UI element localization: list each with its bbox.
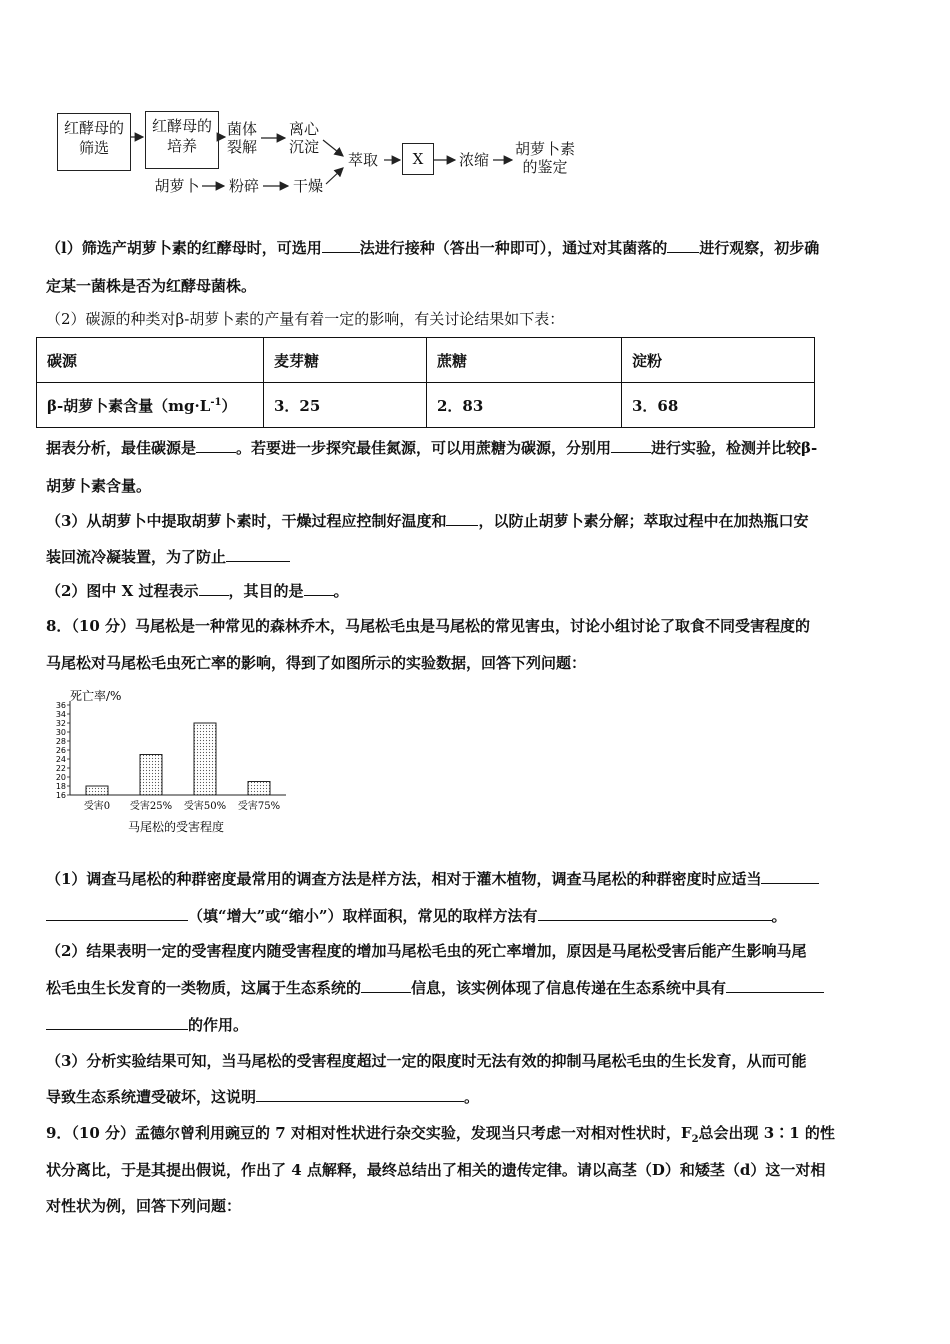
text: 总会出现 3∶1 的性: [698, 1124, 835, 1142]
text: （3）从胡萝卜中提取胡萝卜素时，干燥过程应控制好温度和: [46, 512, 447, 530]
text: 进行实验，检测并比较β-: [651, 439, 818, 457]
q8-s1-line1: [46, 868, 819, 889]
text: 。: [464, 1088, 480, 1106]
row-label-sup: -1: [210, 396, 222, 408]
x-tick-label: 受害50%: [183, 801, 227, 812]
text: 。: [333, 582, 349, 600]
text: （填“增大”或“缩小”）取样面积，常见的取样方法有: [188, 907, 538, 925]
q7-part4-line: [46, 580, 349, 601]
blank[interactable]: [226, 547, 290, 562]
x-tick-label: 受害75%: [237, 801, 281, 812]
y-tick-label: 28: [55, 737, 66, 746]
table-cell: 蔗糖: [427, 338, 622, 383]
q7-p1-text-a: （l）筛选产胡萝卜素的红酵母时，可选用: [46, 239, 322, 257]
text: （2）图中 X 过程表示: [46, 582, 199, 600]
table-cell: 2．83: [427, 383, 622, 428]
table-header-row: [37, 338, 815, 383]
x-axis-label: 马尾松的受害程度: [128, 820, 225, 834]
flow-extract: 萃取: [347, 151, 378, 169]
x-tick-label: 受害25%: [129, 801, 173, 812]
text: 9．（10 分）孟德尔曾利用豌豆的 7 对相对性状进行杂交实验，发现当只考虑一对相对性状时，F: [46, 1124, 692, 1142]
table-cell: 碳源: [37, 338, 264, 383]
flow-lyse: 菌体裂解: [226, 120, 257, 156]
y-tick-label: 30: [55, 728, 66, 737]
blank[interactable]: [196, 438, 236, 453]
table-cell: 麦芽糖: [264, 338, 427, 383]
q7-p1-text-b: 法进行接种（答出一种即可），通过对其菌落的: [359, 239, 668, 257]
text: 据表分析，最佳碳源是: [46, 439, 197, 457]
bar: [248, 782, 270, 796]
flow-box-culture: 红酵母的培养: [145, 111, 219, 169]
flow-identify: 胡萝卜素的鉴定: [514, 140, 575, 176]
q8-s2-line2: [46, 977, 824, 998]
flow-box-x: X: [402, 143, 434, 175]
q7-part3-line2: [46, 546, 290, 567]
blank[interactable]: [361, 978, 411, 993]
table-cell: 淀粉: [622, 338, 815, 383]
text: （1）调查马尾松的种群密度最常用的调查方法是样方法，相对于灌木植物，调查马尾松的种群密度时应适当: [46, 870, 762, 888]
flow-crush: 粉碎: [228, 177, 259, 195]
flow-arrows: [0, 0, 950, 210]
row-label-end: ）: [221, 396, 237, 415]
y-tick-label: 36: [55, 701, 66, 710]
subscript: 2: [691, 1134, 699, 1145]
blank[interactable]: [46, 906, 188, 921]
carbon-source-table: [36, 337, 815, 428]
q9-line3: 对性状为例，回答下列问题：: [46, 1197, 242, 1215]
q8-intro-line1: 8．（10 分）马尾松是一种常见的森林乔木，马尾松毛虫是马尾松的常见害虫，讨论小组讨论了取食不同受害程度的: [46, 617, 811, 635]
flow-box-screening: 红酵母的筛选: [57, 113, 131, 171]
y-tick-label: 26: [55, 746, 66, 755]
y-tick-label: 18: [55, 782, 66, 791]
text: 导致生态系统遭受破坏，这说明: [46, 1088, 257, 1106]
y-tick-label: 24: [55, 755, 66, 764]
q7-part1-line1: [46, 237, 819, 258]
bar: [86, 786, 108, 795]
blank[interactable]: [256, 1087, 464, 1102]
q7-part3-line1: [46, 510, 808, 531]
blank[interactable]: [667, 238, 699, 253]
blank[interactable]: [726, 978, 824, 993]
blank[interactable]: [46, 1015, 188, 1030]
text: ，以防止胡萝卜素分解；萃取过程中在加热瓶口安: [478, 512, 809, 530]
bar: [140, 755, 162, 796]
y-axis-label: 死亡率/%: [70, 689, 122, 703]
bar: [194, 723, 216, 795]
text: 。: [771, 907, 787, 925]
y-tick-label: 22: [55, 764, 66, 773]
q8-s3-line2: [46, 1086, 479, 1107]
y-tick-label: 16: [55, 791, 66, 800]
table-cell: 3．68: [622, 383, 815, 428]
text: ，其目的是: [228, 582, 304, 600]
blank[interactable]: [446, 511, 478, 526]
q8-s2-line1: （2）结果表明一定的受害程度内随受害程度的增加马尾松毛虫的死亡率增加，原因是马尾松受害后能产生影响马尾: [46, 942, 807, 960]
q7-part1-line2: 定某一菌株是否为红酵母菌株。: [46, 277, 257, 295]
q8-s2-line3: [46, 1014, 248, 1035]
flow-carrot: 胡萝卜: [154, 177, 200, 195]
y-tick-label: 34: [55, 710, 66, 719]
blank[interactable]: [199, 581, 229, 596]
table-row: [37, 383, 815, 428]
q8-s1-line2: [46, 905, 787, 926]
blank[interactable]: [304, 581, 334, 596]
q8-intro-line2: 马尾松对马尾松毛虫死亡率的影响，得到了如图所示的实验数据，回答下列问题：: [46, 654, 587, 672]
text: 。若要进一步探究最佳氮源，可以用蔗糖为碳源，分别用: [236, 439, 612, 457]
blank[interactable]: [322, 238, 360, 253]
text: 松毛虫生长发育的一类物质，这属于生态系统的: [46, 979, 362, 997]
table-cell: 3．25: [264, 383, 427, 428]
text: 装回流冷凝装置，为了防止: [46, 548, 227, 566]
q9-line2: 状分离比，于是其提出假说，作出了 4 点解释，最终总结出了相关的遗传定律。请以高茎（D）和矮茎（d）这一对相: [46, 1161, 826, 1179]
x-tick-label: 受害0: [83, 801, 111, 812]
blank[interactable]: [611, 438, 651, 453]
q7-part2-intro: （2）碳源的种类对β-胡萝卜素的产量有着一定的影响，有关讨论结果如下表：: [46, 310, 565, 328]
mortality-bar-chart: [46, 688, 306, 838]
q9-line1: [46, 1122, 835, 1145]
text: 信息，该实例体现了信息传递在生态系统中具有: [411, 979, 727, 997]
q7-part2-line1: [46, 437, 817, 458]
y-tick-label: 32: [55, 719, 66, 728]
flow-concentrate: 浓缩: [458, 151, 489, 169]
blank[interactable]: [538, 906, 772, 921]
y-tick-label: 20: [55, 773, 66, 782]
q7-part2-line2: 胡萝卜素含量。: [46, 477, 152, 495]
table-cell: [37, 383, 264, 428]
blank[interactable]: [761, 869, 819, 884]
text: 的作用。: [188, 1016, 249, 1034]
row-label: β-胡萝卜素含量（mg·L: [47, 396, 211, 415]
q8-s3-line1: （3）分析实验结果可知，当马尾松的受害程度超过一定的限度时无法有效的抑制马尾松毛虫的生长发育，从而可能: [46, 1052, 807, 1070]
flow-centrifuge: 离心沉淀: [288, 120, 319, 156]
q7-p1-text-c: 进行观察，初步确: [699, 239, 820, 257]
flow-dry: 干燥: [292, 177, 323, 195]
